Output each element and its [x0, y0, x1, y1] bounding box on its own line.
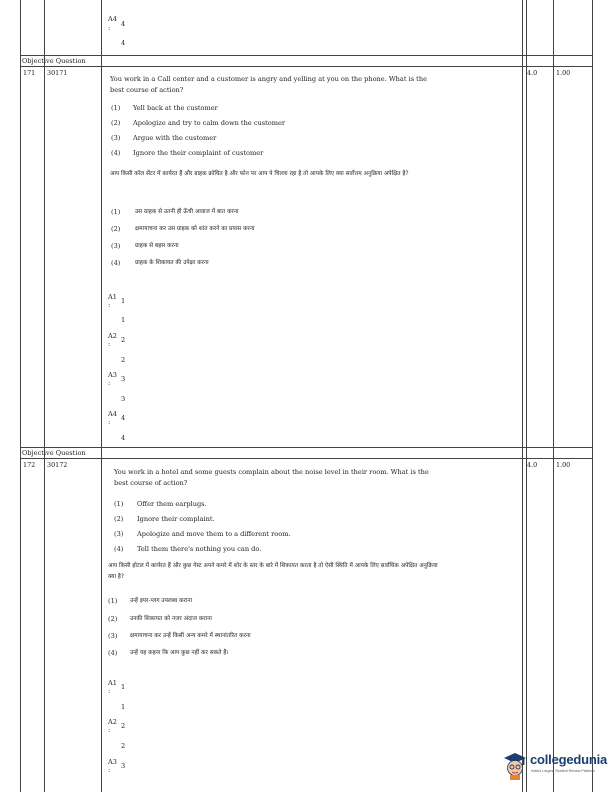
option-text: Argue with the customer	[133, 134, 217, 142]
option-num: (3)	[111, 242, 121, 250]
option-text: उन्हें इयर-प्लग उपलब्ध कराना	[130, 598, 193, 604]
answer-label: A3	[108, 758, 117, 766]
option-num: (2)	[111, 119, 121, 127]
answer-text: 2	[121, 742, 126, 750]
question-marks: 4.0	[527, 461, 538, 469]
answer-colon: :	[108, 687, 111, 695]
answer-label: A1	[108, 679, 117, 687]
answer-text: 2	[121, 356, 126, 364]
answer-value: 2	[121, 722, 126, 730]
option-text: Offer them earplugs.	[137, 500, 207, 508]
section-label: Objective Question	[22, 449, 86, 457]
row-rule	[20, 55, 593, 56]
answer-value: 4	[121, 20, 126, 28]
answer-label: A2	[108, 332, 117, 340]
col-divider-1	[44, 0, 45, 792]
answer-label: A4	[108, 15, 117, 23]
col-divider-4	[526, 0, 527, 792]
question-sl-no: 171	[23, 69, 36, 77]
answer-text: 4	[121, 39, 126, 47]
question-stem-en: You work in a Call center and a customer is angry and yelling at you on the phone. What is the best course of action?	[110, 75, 427, 94]
option-text: ग्राहक के शिकायत की उपेक्षा करना	[135, 260, 209, 266]
answer-text: 4	[121, 434, 126, 442]
option-num: (3)	[111, 134, 121, 142]
table-border-right	[592, 0, 593, 792]
answer-text: 1	[121, 316, 126, 324]
question-stem-hi: आप किसी कॉल सेंटर में कार्यरत हैं और ग्राहक क्रोधित है और फोन पर आप पे चिल्ला रहा है तो आपके लिए क्या सर्वोत्तम अनुक्रिया अपेक्षित है?	[110, 171, 409, 177]
answer-value: 2	[121, 336, 126, 344]
row-rule	[20, 458, 593, 459]
option-text: Ignore their complaint.	[137, 515, 215, 523]
row-rule	[20, 447, 593, 448]
option-num: (2)	[108, 615, 118, 623]
answer-colon: :	[108, 766, 111, 774]
answer-label: A1	[108, 293, 117, 301]
answer-value: 3	[121, 762, 126, 770]
option-num: (3)	[108, 632, 118, 640]
answer-colon: :	[108, 726, 111, 734]
row-rule	[20, 66, 593, 67]
section-label: Objective Question	[22, 57, 86, 65]
answer-colon: :	[108, 418, 111, 426]
question-negative-marks: 1.00	[556, 461, 571, 469]
answer-colon: :	[108, 379, 111, 387]
option-num: (4)	[111, 149, 121, 157]
col-divider-5	[553, 0, 554, 792]
option-num: (1)	[108, 597, 118, 605]
option-num: (1)	[114, 500, 124, 508]
answer-text: 1	[121, 703, 126, 711]
answer-colon: :	[108, 24, 111, 32]
option-num: (4)	[111, 259, 121, 267]
option-text: उस ग्राहक से उतनी ही ऊँची आवाज में बात करना	[135, 209, 239, 215]
option-text: ग्राहक से बहस करना	[135, 243, 179, 249]
graduate-mascot-icon	[502, 750, 528, 780]
option-text: Apologize and try to calm down the customer	[133, 119, 286, 127]
answer-text: 3	[121, 395, 126, 403]
option-num: (1)	[111, 104, 121, 112]
answer-value: 1	[121, 683, 126, 691]
answer-colon: :	[108, 301, 111, 309]
option-text: क्षमायाचना कर उन्हें किसी अन्य कमरे में स्थानांतरित करना	[130, 633, 251, 639]
question-stem-en: You work in a hotel and some guests complain about the noise level in their room. What is the best course of action?	[114, 468, 429, 487]
question-id: 30171	[47, 69, 68, 77]
answer-value: 3	[121, 375, 126, 383]
answer-label: A4	[108, 410, 117, 418]
option-num: (2)	[111, 225, 121, 233]
option-text: क्षमायाचना कर उस ग्राहक को शांत करने का प्रयास करना	[135, 226, 255, 232]
watermark-brand: collegedunia	[530, 752, 608, 767]
answer-value: 4	[121, 414, 126, 422]
question-marks: 4.0	[527, 69, 538, 77]
table-border-left	[20, 0, 21, 792]
option-num: (3)	[114, 530, 124, 538]
question-negative-marks: 1.00	[556, 69, 571, 77]
col-divider-2	[101, 0, 102, 792]
question-sl-no: 172	[23, 461, 36, 469]
question-id: 30172	[47, 461, 68, 469]
option-text: Yell back at the customer	[133, 104, 218, 112]
option-num: (2)	[114, 515, 124, 523]
option-text: उन्हें यह कहना कि आप कुछ नहीं कर सकते हैं।	[130, 650, 229, 656]
option-text: उनकी शिकायत को नजर अंदाज कराना	[130, 616, 212, 622]
answer-value: 1	[121, 297, 126, 305]
option-text: Ignore the their complaint of customer	[133, 149, 264, 157]
option-text: Tell them there's nothing you can do.	[137, 545, 262, 553]
option-num: (1)	[111, 208, 121, 216]
col-divider-3	[522, 0, 523, 792]
option-text: Apologize and move them to a different room.	[137, 530, 291, 538]
answer-label: A3	[108, 371, 117, 379]
answer-colon: :	[108, 340, 111, 348]
question-stem-hi: आप किसी होटल में कार्यरत हैं और कुछ गेस्ट अपने कमरे में शोर के स्तर के बारे में शिकायत करता है तो ऐसी स्थिति में आपके लिए सर्वाधिक अपेक्षित अनुक्रिया क्या है?	[108, 563, 438, 580]
watermark-tagline: India's Largest Student Review Platform	[531, 769, 595, 773]
option-num: (4)	[114, 545, 124, 553]
answer-label: A2	[108, 718, 117, 726]
option-num: (4)	[108, 649, 118, 657]
